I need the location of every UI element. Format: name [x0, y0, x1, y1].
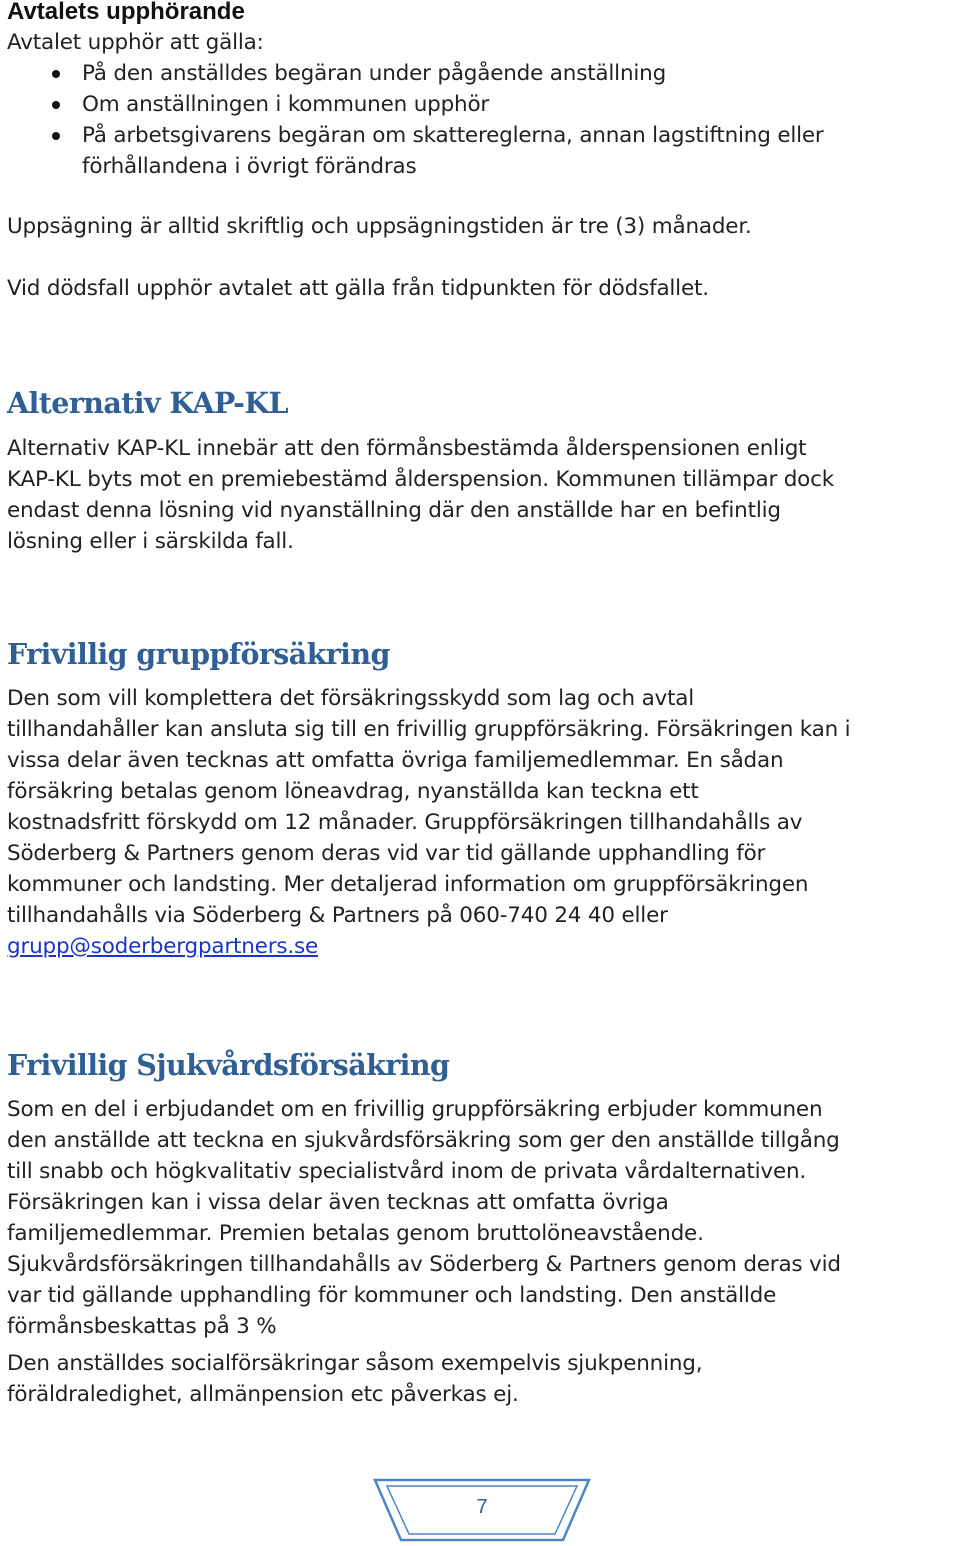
paragraph-line: den anställde att teckna en sjukvårdsförsäkring som ger den anställde tillgång [7, 1128, 840, 1153]
bullet-icon [52, 70, 60, 78]
paragraph-line: tillhandahålls via Söderberg & Partners på 060-740 24 40 eller [7, 903, 668, 928]
paragraph-line: Alternativ KAP-KL innebär att den förmånsbestämda ålderspensionen enligt [7, 436, 807, 461]
social-insurance-paragraph [7, 1348, 957, 1410]
list-item: Om anställningen i kommunen upphör [7, 89, 957, 120]
health-insurance-paragraph [7, 1094, 957, 1342]
paragraph-line: föräldraledighet, allmänpension etc påverkas ej. [7, 1382, 519, 1407]
paragraph-line: Söderberg & Partners genom deras vid var tid gällande upphandling för [7, 841, 766, 866]
notice-period-text: Uppsägning är alltid skriftlig och uppsägningstiden är tre (3) månader. [7, 214, 752, 239]
paragraph-line: kostnadsfritt förskydd om 12 månader. Gruppförsäkringen tillhandahålls av [7, 810, 803, 835]
list-item: På arbetsgivarens begäran om skattereglerna, annan lagstiftning eller [7, 120, 957, 151]
kap-kl-paragraph [7, 433, 957, 557]
paragraph-line: till snabb och högkvalitativ specialistvård inom de privata vårdalternativen. [7, 1159, 807, 1184]
paragraph-line: KAP-KL byts mot en premiebestämd ålderspension. Kommunen tillämpar dock [7, 467, 835, 492]
section-heading-alternativ-kap-kl: Alternativ KAP-KL [7, 386, 288, 420]
bullet-icon [52, 132, 60, 140]
paragraph-line: var tid gällande upphandling för kommuner och landsting. Den anställde [7, 1283, 777, 1308]
paragraph-line: kommuner och landsting. Mer detaljerad information om gruppförsäkringen [7, 872, 809, 897]
paragraph-line: lösning eller i särskilda fall. [7, 529, 294, 554]
intro-text: Avtalet upphör att gälla: [7, 30, 264, 55]
paragraph-line: försäkring betalas genom löneavdrag, nyanställda kan teckna ett [7, 779, 699, 804]
termination-list [7, 58, 957, 182]
section-heading-frivillig-sjukvardsforsakring: Frivillig Sjukvårdsförsäkring [7, 1048, 450, 1082]
list-item: På den anställdes begäran under pågående anställning [7, 58, 957, 89]
death-clause-text: Vid dödsfall upphör avtalet att gälla från tidpunkten för dödsfallet. [7, 276, 709, 301]
email-link[interactable]: grupp@soderbergpartners.se [7, 934, 319, 959]
section-heading-frivillig-gruppforsakring: Frivillig gruppförsäkring [7, 637, 390, 671]
list-item-continuation: förhållandena i övrigt förändras [82, 154, 417, 179]
paragraph-line: familjemedlemmar. Premien betalas genom bruttolöneavstående. [7, 1221, 704, 1246]
page-number: 7 [476, 1496, 488, 1518]
group-insurance-paragraph [7, 683, 957, 962]
paragraph-line: tillhandahåller kan ansluta sig till en frivillig gruppförsäkring. Försäkringen kan i [7, 717, 851, 742]
paragraph-line: Sjukvårdsförsäkringen tillhandahålls av Söderberg & Partners genom deras vid [7, 1252, 841, 1277]
paragraph-line: förmånsbeskattas på 3 % [7, 1314, 277, 1339]
paragraph-line: endast denna lösning vid nyanställning där den anställde har en befintlig [7, 498, 781, 523]
paragraph-line: vissa delar även tecknas att omfatta övriga familjemedlemmar. En sådan [7, 748, 784, 773]
paragraph-line: Den som vill komplettera det försäkringsskydd som lag och avtal [7, 686, 695, 711]
section-heading-avtalets-upphorande: Avtalets upphörande [7, 0, 245, 25]
paragraph-line: Den anställdes socialförsäkringar såsom exempelvis sjukpenning, [7, 1351, 703, 1376]
paragraph-line: Som en del i erbjudandet om en frivillig gruppförsäkring erbjuder kommunen [7, 1097, 823, 1122]
page-number-badge [373, 1478, 591, 1542]
paragraph-line: Försäkringen kan i vissa delar även tecknas att omfatta övriga [7, 1190, 669, 1215]
bullet-icon [52, 101, 60, 109]
